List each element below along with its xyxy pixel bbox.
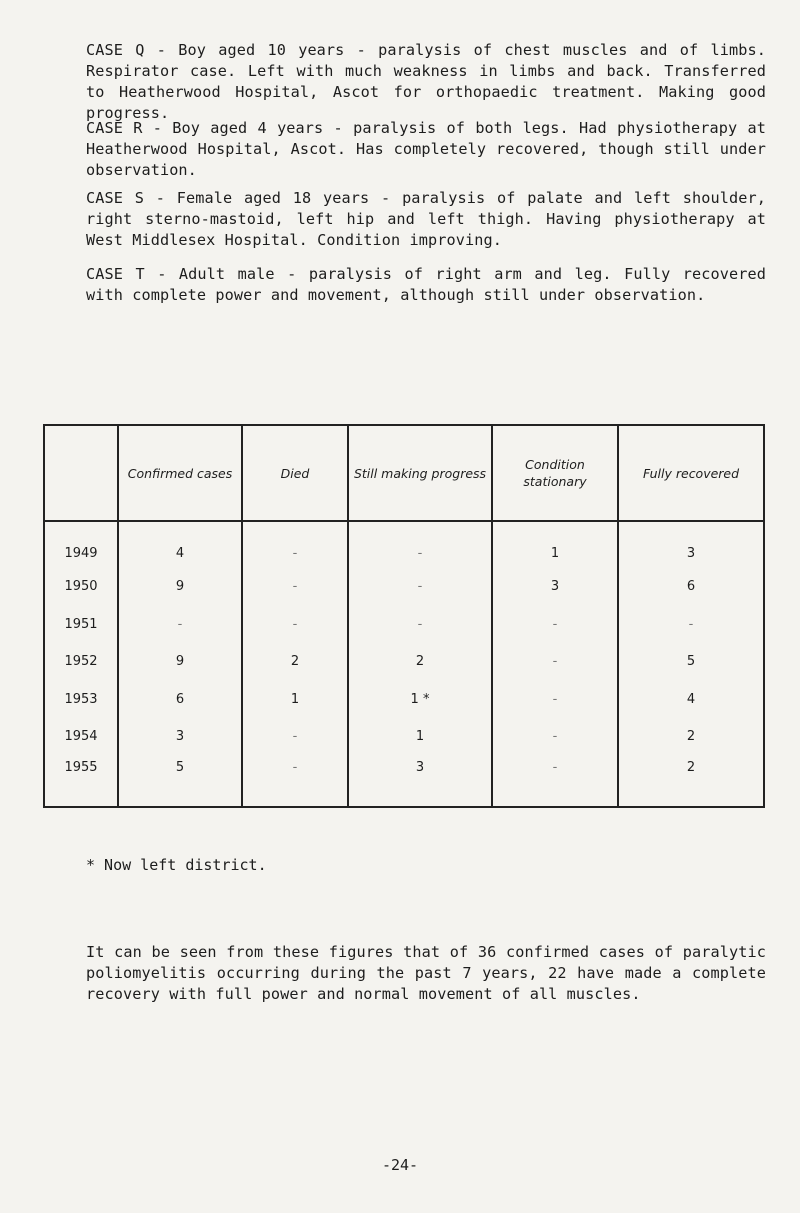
cell-still-progress: - <box>348 568 492 606</box>
cell-stationary: 1 <box>492 521 618 568</box>
table-row <box>44 756 764 807</box>
cell-stationary: - <box>492 718 618 756</box>
cell-died: 1 <box>242 681 348 719</box>
header-died: Died <box>242 425 348 521</box>
conclusion-paragraph: It can be seen from these figures that of 36 confirmed cases of paralytic poliomyelitis occurring during the past 7 years, 22 have made a complete recovery with full power and normal movement of all muscles. <box>86 943 766 1003</box>
table-header-row <box>44 425 764 521</box>
cell-confirmed: - <box>118 606 242 644</box>
cell-died: - <box>242 521 348 568</box>
header-confirmed-cases: Confirmed cases <box>118 425 242 521</box>
table-row <box>44 681 764 719</box>
cell-stationary: - <box>492 681 618 719</box>
table-row <box>44 606 764 644</box>
cell-still-progress: - <box>348 606 492 644</box>
cell-stationary: - <box>492 643 618 681</box>
polio-cases-table <box>43 424 765 808</box>
cell-died: - <box>242 756 348 807</box>
cell-recovered: 4 <box>618 681 764 719</box>
cell-still-progress: - <box>348 521 492 568</box>
header-condition-stationary: Condition stationary <box>492 425 618 521</box>
case-s-paragraph: CASE S - Female aged 18 years - paralysis of palate and left shoulder, right sterno-mastoid, left hip and left thigh. Having physiotherapy at West Middlesex Hospital. Condition improving. <box>86 189 766 249</box>
cell-confirmed: 5 <box>118 756 242 807</box>
cell-year: 1951 <box>44 606 118 644</box>
header-year <box>44 425 118 521</box>
header-fully-recovered: Fully recovered <box>618 425 764 521</box>
table-row <box>44 718 764 756</box>
cell-died: 2 <box>242 643 348 681</box>
cell-confirmed: 4 <box>118 521 242 568</box>
cell-year: 1952 <box>44 643 118 681</box>
cell-confirmed: 3 <box>118 718 242 756</box>
cell-stationary: - <box>492 606 618 644</box>
cell-confirmed: 6 <box>118 681 242 719</box>
cell-recovered: 3 <box>618 521 764 568</box>
cell-recovered: 6 <box>618 568 764 606</box>
cell-year: 1953 <box>44 681 118 719</box>
cell-died: - <box>242 718 348 756</box>
table-row <box>44 521 764 568</box>
cell-recovered: 2 <box>618 756 764 807</box>
cell-died: - <box>242 606 348 644</box>
cell-year: 1954 <box>44 718 118 756</box>
cell-still-progress: 1 <box>348 718 492 756</box>
cell-recovered: 2 <box>618 718 764 756</box>
header-still-making-progress: Still making progress <box>348 425 492 521</box>
table-footnote: * Now left district. <box>86 856 267 874</box>
cell-confirmed: 9 <box>118 568 242 606</box>
cell-confirmed: 9 <box>118 643 242 681</box>
table-row <box>44 643 764 681</box>
cell-died: - <box>242 568 348 606</box>
table-row <box>44 568 764 606</box>
cell-recovered: 5 <box>618 643 764 681</box>
case-t-paragraph: CASE T - Adult male - paralysis of right arm and leg. Fully recovered with complete power and movement, although still under observation. <box>86 265 766 304</box>
cell-still-progress: 2 <box>348 643 492 681</box>
cell-still-progress: 3 <box>348 756 492 807</box>
cell-still-progress: 1 * <box>348 681 492 719</box>
cell-stationary: - <box>492 756 618 807</box>
cell-year: 1955 <box>44 756 118 807</box>
cell-year: 1950 <box>44 568 118 606</box>
cell-year: 1949 <box>44 521 118 568</box>
case-r-paragraph: CASE R - Boy aged 4 years - paralysis of both legs. Had physiotherapy at Heatherwood Hospital, Ascot. Has completely recovered, though still under observation. <box>86 119 766 179</box>
cell-stationary: 3 <box>492 568 618 606</box>
case-q-paragraph: CASE Q - Boy aged 10 years - paralysis of chest muscles and of limbs. Respirator case. Left with much weakness in limbs and back. Transferred to Heatherwood Hospital, Ascot for orthopaedic treatment. Making good progress. <box>86 41 766 122</box>
cell-recovered: - <box>618 606 764 644</box>
page-number: -24- <box>381 1156 419 1174</box>
